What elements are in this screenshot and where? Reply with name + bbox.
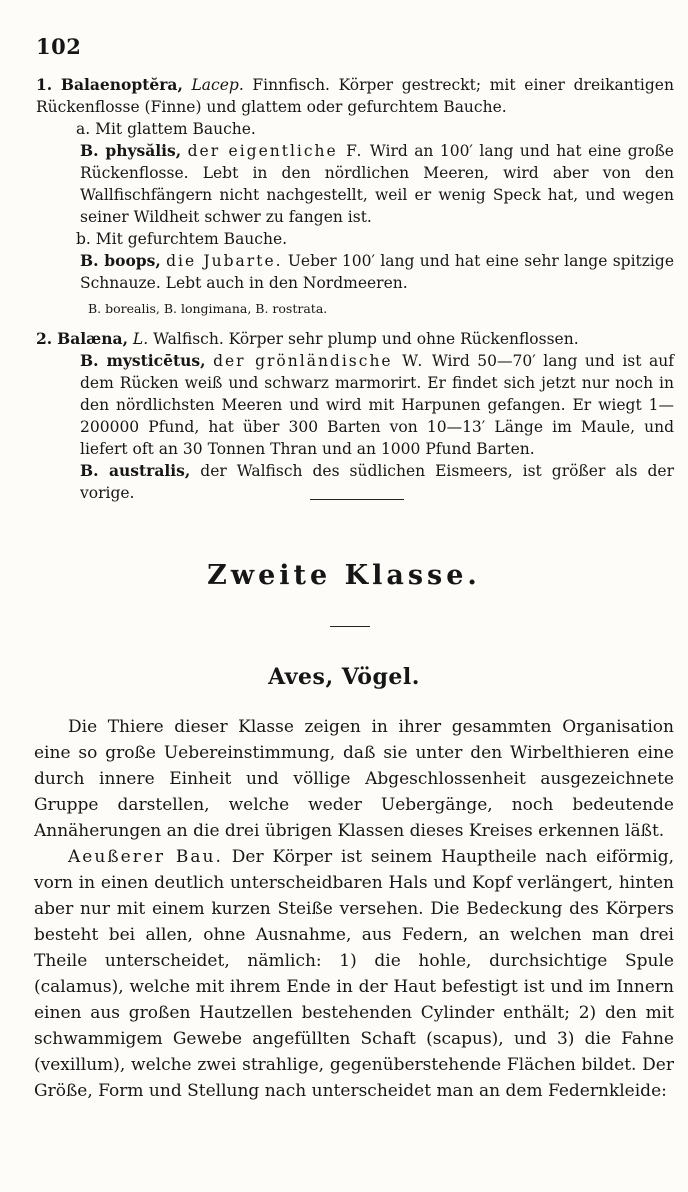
species-common-name: der eigentliche F. <box>187 142 364 160</box>
genus-name: Balæna, <box>57 329 128 348</box>
genus-description: Finnfisch. Körper gestreckt; mit einer dreikantigen Rückenflosse (Finne) und glattem oder gefurchtem Bauche. <box>36 76 674 116</box>
species-name: B. physălis, <box>80 141 182 160</box>
genus-author: Lacep. <box>191 76 244 94</box>
species-common-name: der grönländische W. <box>213 352 425 370</box>
section-divider <box>310 499 404 500</box>
subgroup-label: b. Mit gefurchtem Bauche. <box>76 230 288 248</box>
paragraph-text: Der Körper ist seinem Hauptheile nach eiförmig, vorn in einen deutlich unterscheidbaren Hals und Kopf verlängert, hinten aber nur mit einem kurzen Steiße versehen. Die Bedeckung des Körpers besteht bei allen, ohne Ausnahme, aus Federn, an welchen man drei Theile unterscheidet, nämlich: 1) die hohle, durchsichtige Spule (calamus), welche mit ihrem Ende in der Haut befestigt ist und im Innern einen aus großen Hautzellen bestehenden Cylinder enthält; 2) den mit schwammigem Gewebe angefüllten Schaft (scapus), und 3) die Fahne (vexillum), welche zwei strahlige, gegenüberstehende Flächen bildet. Der Größe, Form und Stellung nach unterscheidet man an dem Federnkleide: <box>34 847 675 1101</box>
page-number: 102 <box>36 34 82 59</box>
species-name: B. boops, <box>80 251 161 270</box>
paragraph <box>34 844 674 1104</box>
species-common-name: die Jubarte. <box>166 252 283 270</box>
species-entry <box>80 460 674 504</box>
genus-entry-balaenoptera <box>36 74 674 118</box>
species-name: B. australis, <box>80 461 191 480</box>
species-description: Ueber 100′ lang und hat eine sehr lange spitzige Schnauze. Lebt auch in den Nordmeeren. <box>80 252 674 292</box>
paragraph-text: Die Thiere dieser Klasse zeigen in ihrer gesammten Organisation eine so große Uebereinstimmung, daß sie unter den Wirbelthieren eine durch innere Einheit und völlige Abgeschlossenheit ausgezeichnete Gruppe darstellen, welche weder Uebergänge, noch bedeutende Annäherungen an die drei übrigen Klassen dieses Kreises erkennen läßt. <box>34 717 674 841</box>
species-description: Wird 50—70′ lang und ist auf dem Rücken weiß und schwarz marmorirt. Er findet sich jetzt nur noch in den nördlichsten Meeren und wird mit Harpunen gefangen. Er wiegt 1—200000 Pfund, hat über 300 Barten von 10—13′ Länge im Maule, und liefert oft an 30 Tonnen Thran und an 1000 Pfund Barten. <box>80 352 674 458</box>
paragraph <box>34 714 674 844</box>
species-entry <box>80 140 674 228</box>
species-entry <box>80 350 674 460</box>
section-title: Aves, Vögel. <box>268 664 420 690</box>
entry-number: 1. <box>36 75 53 94</box>
subgroup-label: a. Mit glattem Bauche. <box>76 120 256 138</box>
genus-author: L. <box>132 330 149 348</box>
genus-entry-balaena <box>36 328 674 350</box>
body-text <box>34 714 674 1104</box>
genus-list <box>36 74 674 504</box>
entry-number: 2. <box>36 329 53 348</box>
class-title: Zweite Klasse. <box>207 560 481 591</box>
title-divider <box>330 626 370 627</box>
species-description: Wird an 100′ lang und hat eine große Rückenflosse. Lebt in den nördlichen Meeren, wird aber von den Wallfischfängern nicht nachgestellt, weil er wenig Speck hat, und wegen seiner Wildheit schwer zu fangen ist. <box>80 142 674 226</box>
species-description: der Walfisch des südlichen Eismeers, ist größer als der vorige. <box>80 462 674 502</box>
species-name: B. mysticētus, <box>80 351 206 370</box>
species-entry <box>80 250 674 294</box>
genus-name: Balaenoptĕra, <box>60 75 183 94</box>
minor-species-list: B. borealis, B. longimana, B. rostrata. <box>88 301 328 316</box>
paragraph-lead: Aeußerer Bau. <box>68 847 223 867</box>
genus-description: Walfisch. Körper sehr plump und ohne Rückenflossen. <box>153 330 579 348</box>
